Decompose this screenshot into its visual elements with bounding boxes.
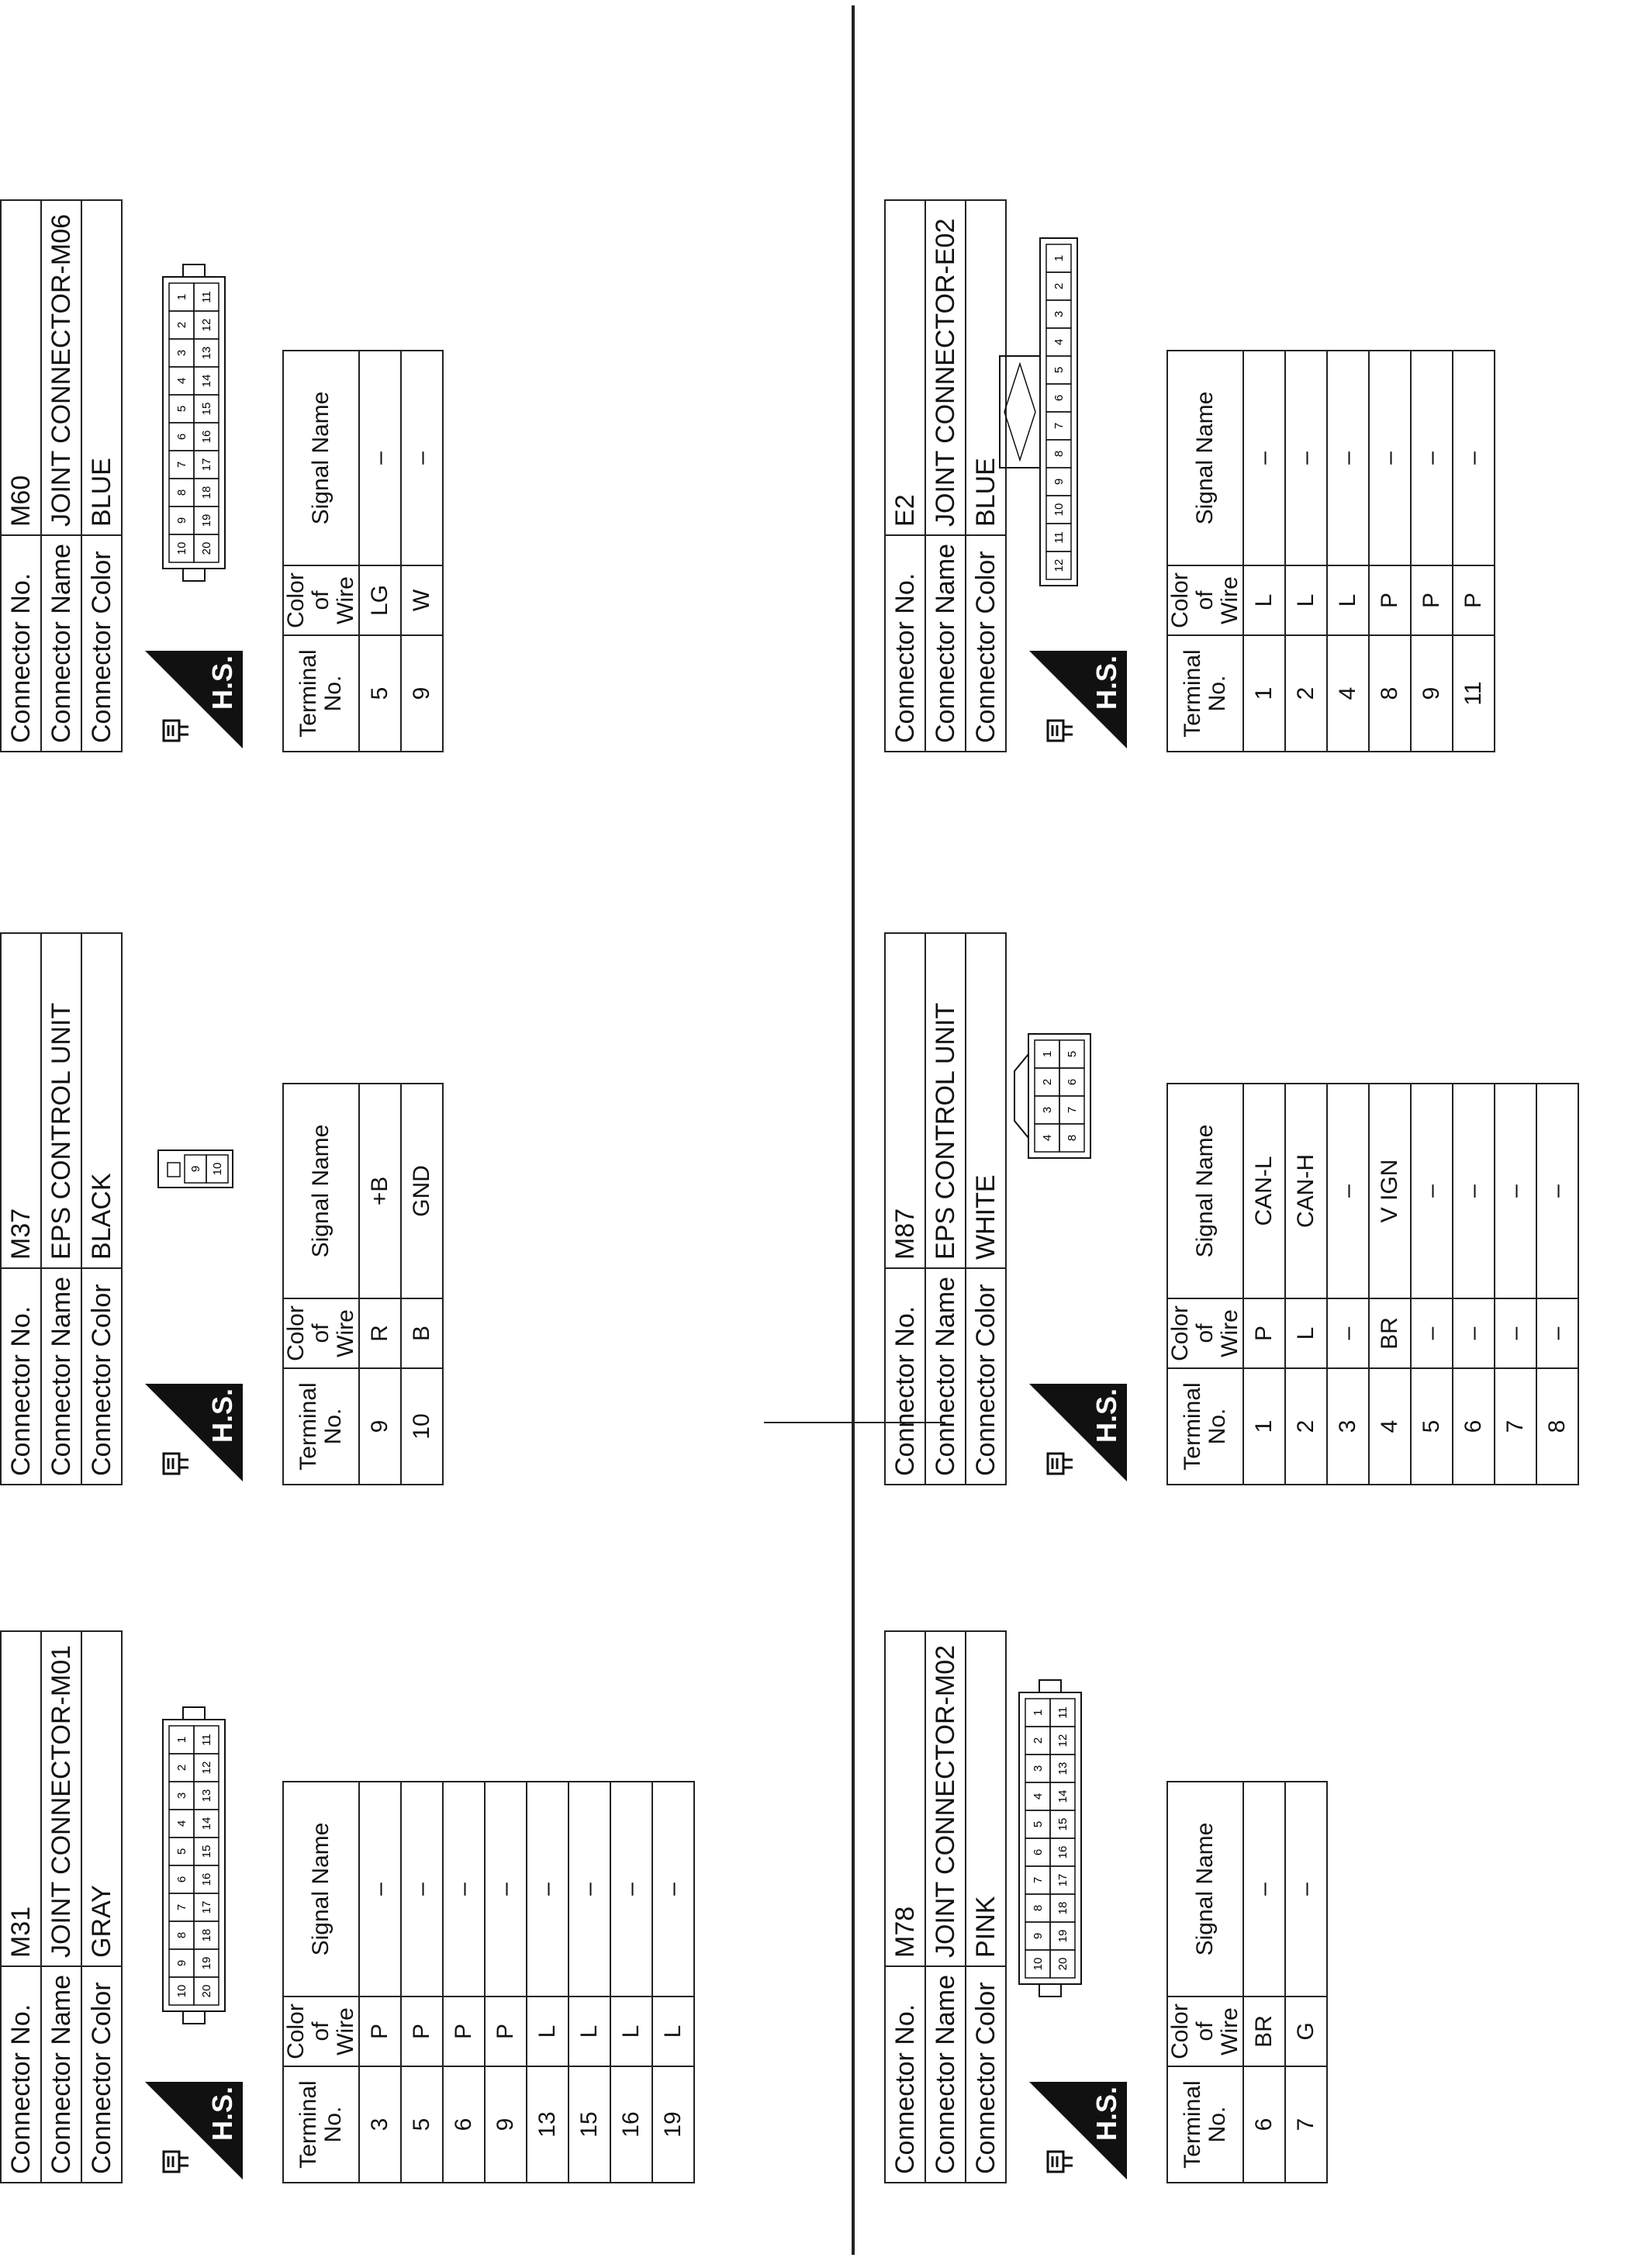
signal-name-cell: –: [1243, 1782, 1285, 1997]
table-row: [359, 351, 401, 752]
connector-name: EPS CONTROL UNIT: [41, 933, 81, 1268]
label-connector-no: Connector No.: [885, 1966, 925, 2183]
table-row: [1411, 1084, 1453, 1485]
table-row: [1285, 1084, 1327, 1485]
label-connector-no: Connector No.: [885, 535, 925, 752]
hs-icon: [145, 651, 243, 748]
terminal-no-cell: 5: [401, 2066, 443, 2183]
signal-name-cell: –: [359, 351, 401, 565]
table-row: [1285, 1782, 1327, 2183]
wire-color-cell: P: [1453, 565, 1495, 635]
pin-number: 7: [175, 461, 188, 468]
terminal-table-m31: [282, 1781, 695, 2183]
pin-number: 8: [175, 489, 188, 496]
signal-name-cell: –: [527, 1782, 569, 1997]
connector-name: JOINT CONNECTOR-M02: [925, 1631, 966, 1966]
pin-number: 4: [175, 377, 188, 385]
terminal-no-cell: 9: [359, 1368, 401, 1485]
wire-color-cell: P: [1411, 565, 1453, 635]
pin-number: 3: [1031, 1765, 1045, 1772]
wire-color-cell: BR: [1243, 1997, 1285, 2066]
table-row: [1453, 351, 1495, 752]
connector-name: JOINT CONNECTOR-E02: [925, 200, 966, 535]
pin-number: 9: [1052, 478, 1066, 486]
terminal-no-cell: 9: [401, 635, 443, 752]
pin-number: 16: [1056, 1845, 1070, 1859]
wire-color-cell: L: [527, 1997, 569, 2066]
signal-name-cell: –: [652, 1782, 694, 1997]
pin-number: 8: [1065, 1134, 1079, 1142]
hs-label: H.S.: [1090, 1388, 1122, 1443]
pin-number: 10: [210, 1162, 224, 1176]
table-row: [527, 1782, 569, 2183]
connector-no: M87: [885, 933, 925, 1268]
terminal-no-cell: 15: [569, 2066, 610, 2183]
pin-number: 20: [199, 1984, 213, 1998]
table-row: [610, 1782, 652, 2183]
wire-color-cell: –: [1495, 1298, 1536, 1368]
col-signal-name: Signal Name: [1167, 1084, 1243, 1298]
table-row: [1369, 351, 1411, 752]
pin-number: 9: [175, 1959, 188, 1967]
pin-number: 20: [199, 541, 213, 555]
terminal-no-cell: 4: [1369, 1368, 1411, 1485]
connector-no: E2: [885, 200, 925, 535]
table-row: [1243, 351, 1285, 752]
signal-name-cell: –: [1285, 351, 1327, 565]
hs-label: H.S.: [206, 2086, 238, 2141]
signal-name-cell: –: [1327, 1084, 1369, 1298]
terminal-no-cell: 9: [485, 2066, 527, 2183]
col-color-of-wire: Color of Wire: [1167, 1298, 1243, 1368]
connector-color: PINK: [966, 1631, 1006, 1966]
wire-color-cell: L: [610, 1997, 652, 2066]
col-signal-name: Signal Name: [283, 1084, 359, 1298]
pin-number: 12: [1052, 558, 1066, 572]
wire-color-cell: L: [1285, 565, 1327, 635]
table-row: [485, 1782, 527, 2183]
label-connector-no: Connector No.: [1, 1966, 41, 2183]
label-connector-color: Connector Color: [966, 1966, 1006, 2183]
pin-number: 3: [175, 1792, 188, 1799]
table-row: [1243, 1782, 1285, 2183]
connector-face-m60: [152, 237, 241, 578]
terminal-no-cell: 2: [1285, 635, 1327, 752]
col-signal-name: Signal Name: [1167, 351, 1243, 565]
pin-number: 13: [1056, 1761, 1070, 1775]
pin-number: 8: [175, 1931, 188, 1939]
pin-number: 5: [1031, 1820, 1045, 1828]
label-connector-name: Connector Name: [41, 535, 81, 752]
table-row: [1495, 1084, 1536, 1485]
signal-name-cell: –: [1369, 351, 1411, 565]
col-color-of-wire: Color of Wire: [283, 565, 359, 635]
col-terminal-no: Terminal No.: [283, 1368, 359, 1485]
pin-number: 20: [1056, 1957, 1070, 1971]
signal-name-cell: –: [1453, 351, 1495, 565]
pin-number: 2: [1031, 1737, 1045, 1744]
terminal-no-cell: 9: [1411, 635, 1453, 752]
pin-number: 18: [199, 1928, 213, 1942]
pin-number: 2: [1040, 1078, 1054, 1086]
pin-number: 1: [1031, 1709, 1045, 1716]
col-terminal-no: Terminal No.: [1167, 1368, 1243, 1485]
wire-color-cell: P: [485, 1997, 527, 2066]
pin-number: 11: [1056, 1706, 1070, 1719]
table-row: [359, 1084, 401, 1485]
connector-name: JOINT CONNECTOR-M06: [41, 200, 81, 535]
pin-number: 5: [175, 405, 188, 413]
signal-name-cell: CAN-H: [1285, 1084, 1327, 1298]
signal-name-cell: –: [443, 1782, 485, 1997]
table-row: [1327, 1084, 1369, 1485]
pin-number: 1: [1040, 1050, 1054, 1058]
connector-header-m78: [884, 1630, 1007, 2183]
pin-number: 2: [175, 321, 188, 329]
col-color-of-wire: Color of Wire: [1167, 565, 1243, 635]
table-row: [1536, 1084, 1578, 1485]
terminal-no-cell: 13: [527, 2066, 569, 2183]
connector-header-m37: [0, 932, 123, 1485]
pin-number: 17: [199, 1900, 213, 1914]
table-row: [1411, 351, 1453, 752]
terminal-no-cell: 4: [1327, 635, 1369, 752]
label-connector-name: Connector Name: [925, 1268, 966, 1485]
col-terminal-no: Terminal No.: [1167, 635, 1243, 752]
pin-number: 10: [175, 541, 188, 555]
signal-name-cell: –: [610, 1782, 652, 1997]
hs-icon: [1029, 1384, 1127, 1481]
signal-name-cell: –: [569, 1782, 610, 1997]
wire-color-cell: –: [1453, 1298, 1495, 1368]
signal-name-cell: –: [1411, 1084, 1453, 1298]
pin-number: 6: [1031, 1848, 1045, 1856]
pin-number: 19: [199, 513, 213, 527]
table-row: [1453, 1084, 1495, 1485]
pin-number: 7: [175, 1903, 188, 1911]
terminal-no-cell: 7: [1285, 2066, 1327, 2183]
table-row: [652, 1782, 694, 2183]
pin-number: 11: [199, 1734, 213, 1746]
pin-number: 16: [199, 430, 213, 444]
pin-number: 9: [1031, 1932, 1045, 1940]
pin-number: 7: [1052, 422, 1066, 430]
table-row: [1327, 351, 1369, 752]
pin-number: 2: [1052, 282, 1066, 290]
wire-color-cell: L: [1285, 1298, 1327, 1368]
wire-color-cell: R: [359, 1298, 401, 1368]
pin-number: 4: [175, 1820, 188, 1827]
terminal-table-e2: [1166, 350, 1495, 752]
connector-color: WHITE: [966, 933, 1006, 1268]
terminal-no-cell: 11: [1453, 635, 1495, 752]
wire-color-cell: L: [652, 1997, 694, 2066]
col-color-of-wire: Color of Wire: [283, 1298, 359, 1368]
wire-color-cell: –: [1536, 1298, 1578, 1368]
wire-color-cell: W: [401, 565, 443, 635]
table-row: [401, 1782, 443, 2183]
terminal-no-cell: 6: [443, 2066, 485, 2183]
signal-name-cell: +B: [359, 1084, 401, 1298]
terminal-table-m78: [1166, 1781, 1328, 2183]
pin-number: 17: [199, 458, 213, 472]
pin-number: 5: [1065, 1050, 1079, 1058]
signal-name-cell: –: [1536, 1084, 1578, 1298]
pin-number: 8: [1052, 450, 1066, 458]
label-connector-name: Connector Name: [925, 1966, 966, 2183]
pin-number: 10: [1052, 503, 1066, 517]
table-row: [1285, 351, 1327, 752]
wire-color-cell: –: [1327, 1298, 1369, 1368]
terminal-no-cell: 3: [359, 2066, 401, 2183]
pin-number: 12: [199, 318, 213, 332]
table-row: [569, 1782, 610, 2183]
connector-name: EPS CONTROL UNIT: [925, 933, 966, 1268]
pin-number: 6: [1065, 1078, 1079, 1086]
wire-color-cell: L: [1327, 565, 1369, 635]
terminal-no-cell: 5: [359, 635, 401, 752]
hs-icon: [145, 1384, 243, 1481]
connector-header-m31: [0, 1630, 123, 2183]
connector-name: JOINT CONNECTOR-M01: [41, 1631, 81, 1966]
pin-number: 3: [175, 349, 188, 357]
pin-number: 16: [199, 1872, 213, 1886]
signal-name-cell: –: [1327, 351, 1369, 565]
connector-no: M31: [1, 1631, 41, 1966]
connector-color: GRAY: [81, 1631, 122, 1966]
pin-number: 15: [199, 1844, 213, 1858]
signal-name-cell: –: [1453, 1084, 1495, 1298]
wire-color-cell: LG: [359, 565, 401, 635]
pin-number: 15: [1056, 1817, 1070, 1831]
label-connector-no: Connector No.: [1, 535, 41, 752]
wire-color-cell: P: [1243, 1298, 1285, 1368]
pin-number: 17: [1056, 1873, 1070, 1887]
terminal-no-cell: 8: [1369, 635, 1411, 752]
pin-number: 15: [199, 402, 213, 416]
col-signal-name: Signal Name: [1167, 1782, 1243, 1997]
col-signal-name: Signal Name: [283, 351, 359, 565]
table-row: [1369, 1084, 1411, 1485]
pin-number: 14: [199, 374, 213, 388]
hs-icon: [145, 2082, 243, 2180]
terminal-no-cell: 1: [1243, 635, 1285, 752]
hs-icon: [1029, 651, 1127, 748]
col-color-of-wire: Color of Wire: [1167, 1997, 1243, 2066]
hs-label: H.S.: [1090, 2086, 1122, 2141]
pin-number: 3: [1040, 1106, 1054, 1114]
wire-color-cell: –: [1411, 1298, 1453, 1368]
signal-name-cell: V IGN: [1369, 1084, 1411, 1298]
pin-number: 11: [1052, 531, 1066, 544]
pin-number: 8: [1031, 1904, 1045, 1912]
pin-number: 6: [1052, 394, 1066, 402]
pin-number: 18: [199, 486, 213, 500]
signal-name-cell: –: [1285, 1782, 1327, 1997]
signal-name-cell: –: [359, 1782, 401, 1997]
table-row: [443, 1782, 485, 2183]
connector-face-m78: [1008, 1652, 1097, 1993]
col-terminal-no: Terminal No.: [1167, 2066, 1243, 2183]
pin-number: 18: [1056, 1901, 1070, 1915]
hs-icon: [1029, 2082, 1127, 2180]
hs-label: H.S.: [206, 1388, 238, 1443]
terminal-no-cell: 3: [1327, 1368, 1369, 1485]
connector-color: BLUE: [81, 200, 122, 535]
pin-number: 6: [175, 1876, 188, 1883]
connector-no: M78: [885, 1631, 925, 1966]
terminal-no-cell: 19: [652, 2066, 694, 2183]
table-row: [401, 1084, 443, 1485]
pin-number: 12: [1056, 1734, 1070, 1748]
pin-number: 13: [199, 1789, 213, 1803]
wire-color-cell: P: [1369, 565, 1411, 635]
pin-number: 1: [175, 293, 188, 301]
pin-number: 4: [1040, 1134, 1054, 1142]
signal-name-cell: –: [1243, 351, 1285, 565]
terminal-no-cell: 1: [1243, 1368, 1285, 1485]
pin-number: 2: [175, 1764, 188, 1772]
wire-color-cell: L: [1243, 565, 1285, 635]
pin-number: 6: [175, 433, 188, 441]
hs-label: H.S.: [206, 655, 238, 710]
pin-number: 19: [199, 1956, 213, 1970]
label-connector-color: Connector Color: [966, 1268, 1006, 1485]
terminal-no-cell: 10: [401, 1368, 443, 1485]
terminal-no-cell: 2: [1285, 1368, 1327, 1485]
pin-number: 11: [199, 291, 213, 303]
label-connector-color: Connector Color: [81, 1966, 122, 2183]
terminal-no-cell: 6: [1243, 2066, 1285, 2183]
signal-name-cell: –: [401, 351, 443, 565]
label-connector-name: Connector Name: [41, 1268, 81, 1485]
pin-number: 4: [1052, 338, 1066, 346]
label-connector-color: Connector Color: [81, 535, 122, 752]
terminal-no-cell: 7: [1495, 1368, 1536, 1485]
pin-number: 1: [1052, 254, 1066, 262]
connector-color: BLACK: [81, 933, 122, 1268]
label-connector-color: Connector Color: [966, 535, 1006, 752]
connector-face-m37: [152, 1105, 241, 1198]
pin-number: 5: [175, 1848, 188, 1855]
col-signal-name: Signal Name: [283, 1782, 359, 1997]
table-row: [359, 1782, 401, 2183]
terminal-no-cell: 16: [610, 2066, 652, 2183]
terminal-no-cell: 8: [1536, 1368, 1578, 1485]
col-color-of-wire: Color of Wire: [283, 1997, 359, 2066]
label-connector-color: Connector Color: [81, 1268, 122, 1485]
connector-face-m31: [152, 1679, 241, 2021]
label-connector-name: Connector Name: [925, 535, 966, 752]
terminal-table-m87: [1166, 1083, 1579, 1485]
col-terminal-no: Terminal No.: [283, 2066, 359, 2183]
pin-number: 7: [1065, 1106, 1079, 1114]
pin-number: 13: [199, 346, 213, 360]
pin-number: 5: [1052, 366, 1066, 374]
connector-header-m60: [0, 199, 123, 752]
signal-name-cell: GND: [401, 1084, 443, 1298]
wire-color-cell: BR: [1369, 1298, 1411, 1368]
connector-header-m87: [884, 932, 1007, 1485]
label-connector-name: Connector Name: [41, 1966, 81, 2183]
wire-color-cell: P: [401, 1997, 443, 2066]
connector-face-m87: [1008, 1020, 1105, 1175]
pin-number: 10: [1031, 1957, 1045, 1971]
connector-no: M60: [1, 200, 41, 535]
pin-number: 9: [188, 1165, 202, 1173]
table-row: [1243, 1084, 1285, 1485]
terminal-no-cell: 5: [1411, 1368, 1453, 1485]
label-connector-no: Connector No.: [885, 1268, 925, 1485]
pin-number: 3: [1052, 310, 1066, 318]
pin-number: 14: [1056, 1789, 1070, 1803]
col-terminal-no: Terminal No.: [283, 635, 359, 752]
label-connector-no: Connector No.: [1, 1268, 41, 1485]
pin-number: 1: [175, 1736, 188, 1744]
wire-color-cell: P: [359, 1997, 401, 2066]
pin-number: 14: [199, 1817, 213, 1831]
wire-color-cell: P: [443, 1997, 485, 2066]
connector-color: BLUE: [966, 200, 1006, 535]
terminal-table-m37: [282, 1083, 444, 1485]
signal-name-cell: –: [485, 1782, 527, 1997]
connector-face-e2: [981, 198, 1094, 601]
wire-color-cell: L: [569, 1997, 610, 2066]
wire-color-cell: G: [1285, 1997, 1327, 2066]
signal-name-cell: –: [1411, 351, 1453, 565]
signal-name-cell: CAN-L: [1243, 1084, 1285, 1298]
pin-number: 12: [199, 1761, 213, 1775]
connector-no: M37: [1, 933, 41, 1268]
pin-number: 7: [1031, 1876, 1045, 1884]
horizontal-divider: [852, 5, 855, 2255]
terminal-no-cell: 6: [1453, 1368, 1495, 1485]
pin-number: 19: [1056, 1929, 1070, 1943]
signal-name-cell: –: [401, 1782, 443, 1997]
pin-number: 10: [175, 1984, 188, 1998]
pin-number: 9: [175, 517, 188, 524]
hs-label: H.S.: [1090, 655, 1122, 710]
terminal-table-m60: [282, 350, 444, 752]
pin-number: 4: [1031, 1793, 1045, 1800]
signal-name-cell: –: [1495, 1084, 1536, 1298]
table-row: [401, 351, 443, 752]
wire-color-cell: B: [401, 1298, 443, 1368]
